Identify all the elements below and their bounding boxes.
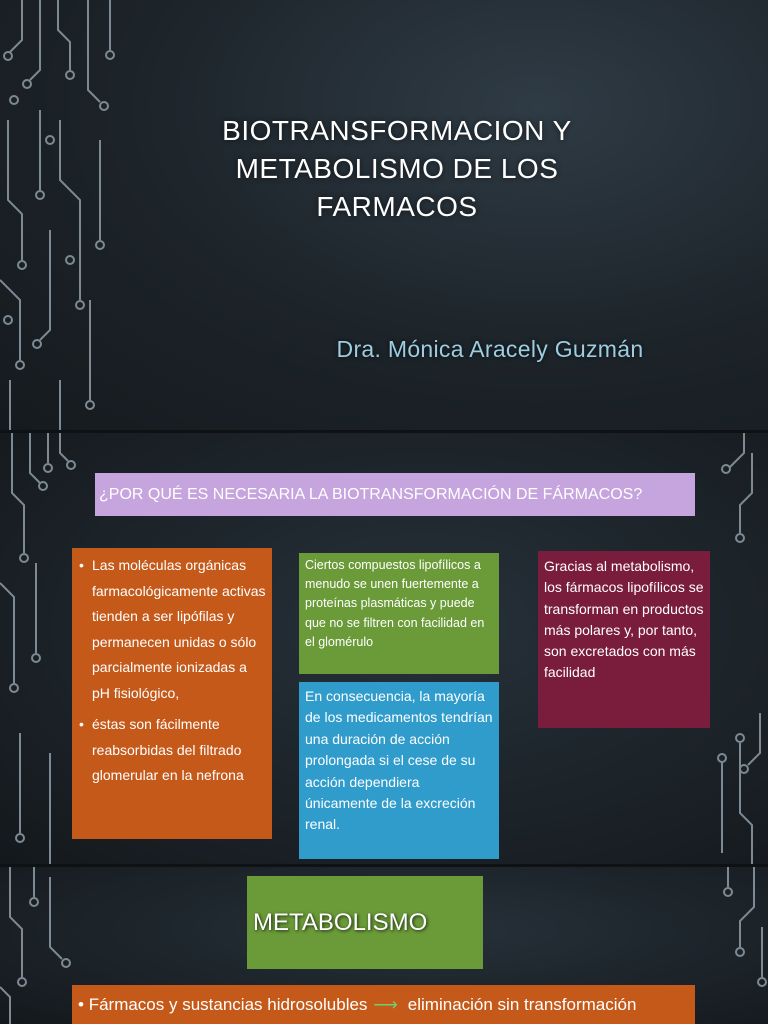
bullet-left-text: Fármacos y sustancias hidrosolubles	[88, 995, 368, 1014]
title-slide	[0, 0, 768, 430]
renal-excretion-box: En consecuencia, la mayoría de los medicamentos tendrían una duración de acción prolongada si el cese de su acción dependiera únicamente de la excreción renal.	[299, 682, 499, 859]
list-item: • éstas son fácilmente reabsorbidas del filtrado glomerular en la nefrona	[92, 712, 266, 789]
question-banner: ¿POR QUÉ ES NECESARIA LA BIOTRANSFORMACIÓN DE FÁRMACOS?	[95, 473, 695, 516]
bullet-dot: •	[78, 995, 89, 1014]
plasma-protein-box: Ciertos compuestos lipofílicos a menudo se unen fuertemente a proteínas plasmáticas y puede que no se filtren con facilidad en el glomérulo	[299, 553, 499, 674]
list-item: • Las moléculas orgánicas farmacológicamente activas tienden a ser lipófilas y permanecen unidas o sólo parcialmente ionizadas a pH fisiológico,	[92, 553, 266, 706]
content-slide	[0, 433, 768, 864]
presentation-title: BIOTRANSFORMACION Y METABOLISMO DE LOS FARMACOS	[222, 115, 572, 222]
bullet-right-text: eliminación sin transformación	[407, 995, 637, 1014]
arrow-right-icon: ⟶	[373, 995, 398, 1014]
hydrosoluble-bullet	[72, 985, 695, 1024]
metabolism-slide	[0, 867, 768, 1024]
lipophilic-molecules-box	[72, 548, 272, 839]
metabolism-polar-box: Gracias al metabolismo, los fármacos lipofílicos se transforman en productos más polares y, por tanto, son excretados con más facilidad	[538, 551, 710, 728]
section-title: METABOLISMO	[247, 876, 483, 969]
author-name: Dra. Mónica Aracely Guzmán	[336, 336, 644, 362]
bullet-list	[78, 553, 266, 789]
